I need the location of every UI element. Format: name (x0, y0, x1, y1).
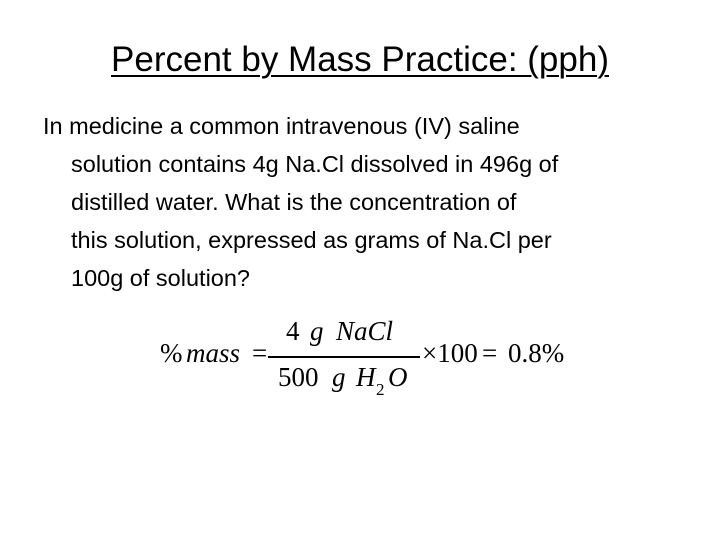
question-line: distilled water. What is the concentration of (71, 189, 517, 215)
equation-equals: = (252, 338, 268, 368)
denominator-hydrogen: H (356, 362, 376, 392)
denominator-unit: g (332, 362, 346, 392)
slide-title: Percent by Mass Practice: (pph) (111, 40, 609, 79)
times-hundred: ×100 (422, 338, 478, 368)
percent-mass-equation (160, 312, 590, 402)
question-line: In medicine a common intravenous (IV) saline (43, 113, 520, 139)
question-line: this solution, expressed as grams of Na.Cl per (71, 227, 552, 253)
numerator-substance: NaCl (336, 316, 394, 346)
question-line: 100g of solution? (71, 265, 251, 291)
equation-lhs-variable: mass (186, 338, 241, 368)
equation-equals-result: = (482, 338, 498, 368)
denominator-oxygen: O (388, 362, 408, 392)
denominator-subscript: 2 (376, 380, 385, 399)
equation-percent-sign: % (160, 338, 183, 368)
question-text (43, 107, 663, 297)
numerator-unit: g (310, 316, 324, 346)
denominator-number: 500 (278, 362, 319, 392)
equation-result: 0.8% (508, 338, 565, 368)
fraction-bar (268, 356, 420, 358)
question-line: solution contains 4g Na.Cl dissolved in 496g of (71, 151, 559, 177)
numerator-number: 4 (286, 316, 300, 346)
